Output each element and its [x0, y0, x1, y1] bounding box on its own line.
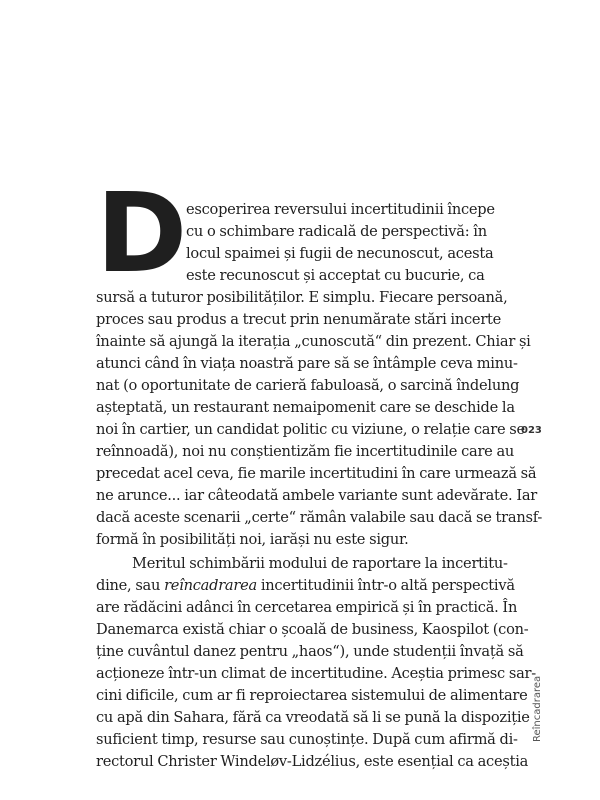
- text-line: așteptată, un restaurant nemaipomenit care se deschide la: [96, 399, 515, 416]
- text-line: are rădăcini adânci în cercetarea empirică și în practică. În: [96, 599, 518, 616]
- text-line: cini dificile, cum ar fi reproiectarea sistemului de alimentare: [96, 687, 528, 704]
- italic-term: reîncadrarea: [164, 577, 257, 594]
- text-line: Danemarca există chiar o școală de business, Kaospilot (con-: [96, 621, 529, 638]
- text-line: proces sau produs a trecut prin nenumărate stări incerte: [96, 311, 502, 328]
- text-fragment: dine, sau: [96, 577, 161, 594]
- text-line: atunci când în viața noastră pare să se întâmple ceva minu-: [96, 355, 518, 372]
- running-title: Reîncadrarea: [532, 675, 543, 742]
- text-line: precedat acel ceva, fie marile incertitudini în care urmează să: [96, 465, 537, 482]
- text-fragment: incertitudinii într-o altă perspectivă: [256, 577, 515, 594]
- text-line: escoperirea reversului incertitudinii începe: [186, 201, 495, 218]
- text-line: înainte să ajungă la iterația „cunoscută“ din prezent. Chiar și: [96, 333, 531, 350]
- text-line: rectorul Christer Windeløv-Lidzélius, este esențial ca aceștia: [96, 753, 529, 770]
- text-line: noi în cartier, un candidat politic cu viziune, o relație care se: [96, 421, 525, 438]
- text-line: este recunoscut și acceptat cu bucurie, ca: [186, 267, 485, 284]
- text-line: reînnoadă), noi nu conștientizăm fie incertitudinile care au: [96, 443, 515, 460]
- text-line: dacă aceste scenarii „certe“ rămân valabile sau dacă se transf-: [96, 509, 543, 526]
- drop-cap: D: [96, 169, 186, 297]
- text-line: [96, 575, 515, 597]
- text-line: ne arunce... iar câteodată ambele variante sunt adevărate. Iar: [96, 487, 538, 504]
- text-line: cu o schimbare radicală de perspectivă: în: [186, 223, 487, 240]
- text-line: locul spaimei și fugii de necunoscut, acesta: [186, 245, 494, 262]
- text-line: acționeze într-un climat de incertitudine. Aceștia primesc sar-: [96, 665, 536, 682]
- text-line: Meritul schimbării modului de raportare la incertitu-: [132, 555, 508, 572]
- text-line: cu apă din Sahara, fără ca vreodată să li se pună la dispoziție: [96, 709, 530, 726]
- text-line: formă în posibilități noi, iarăși nu este sigur.: [96, 531, 409, 548]
- text-line: ține cuvântul danez pentru „haos“), unde studenții învață să: [96, 643, 524, 660]
- text-line: nat (o oportunitate de carieră fabuloasă, o sarcină îndelung: [96, 377, 520, 394]
- text-line: sursă a tuturor posibilităților. E simplu. Fiecare persoană,: [96, 289, 508, 306]
- text-line: suficient timp, resurse sau cunoștințe. După cum afirmă di-: [96, 731, 518, 748]
- page-number: 023: [521, 425, 542, 436]
